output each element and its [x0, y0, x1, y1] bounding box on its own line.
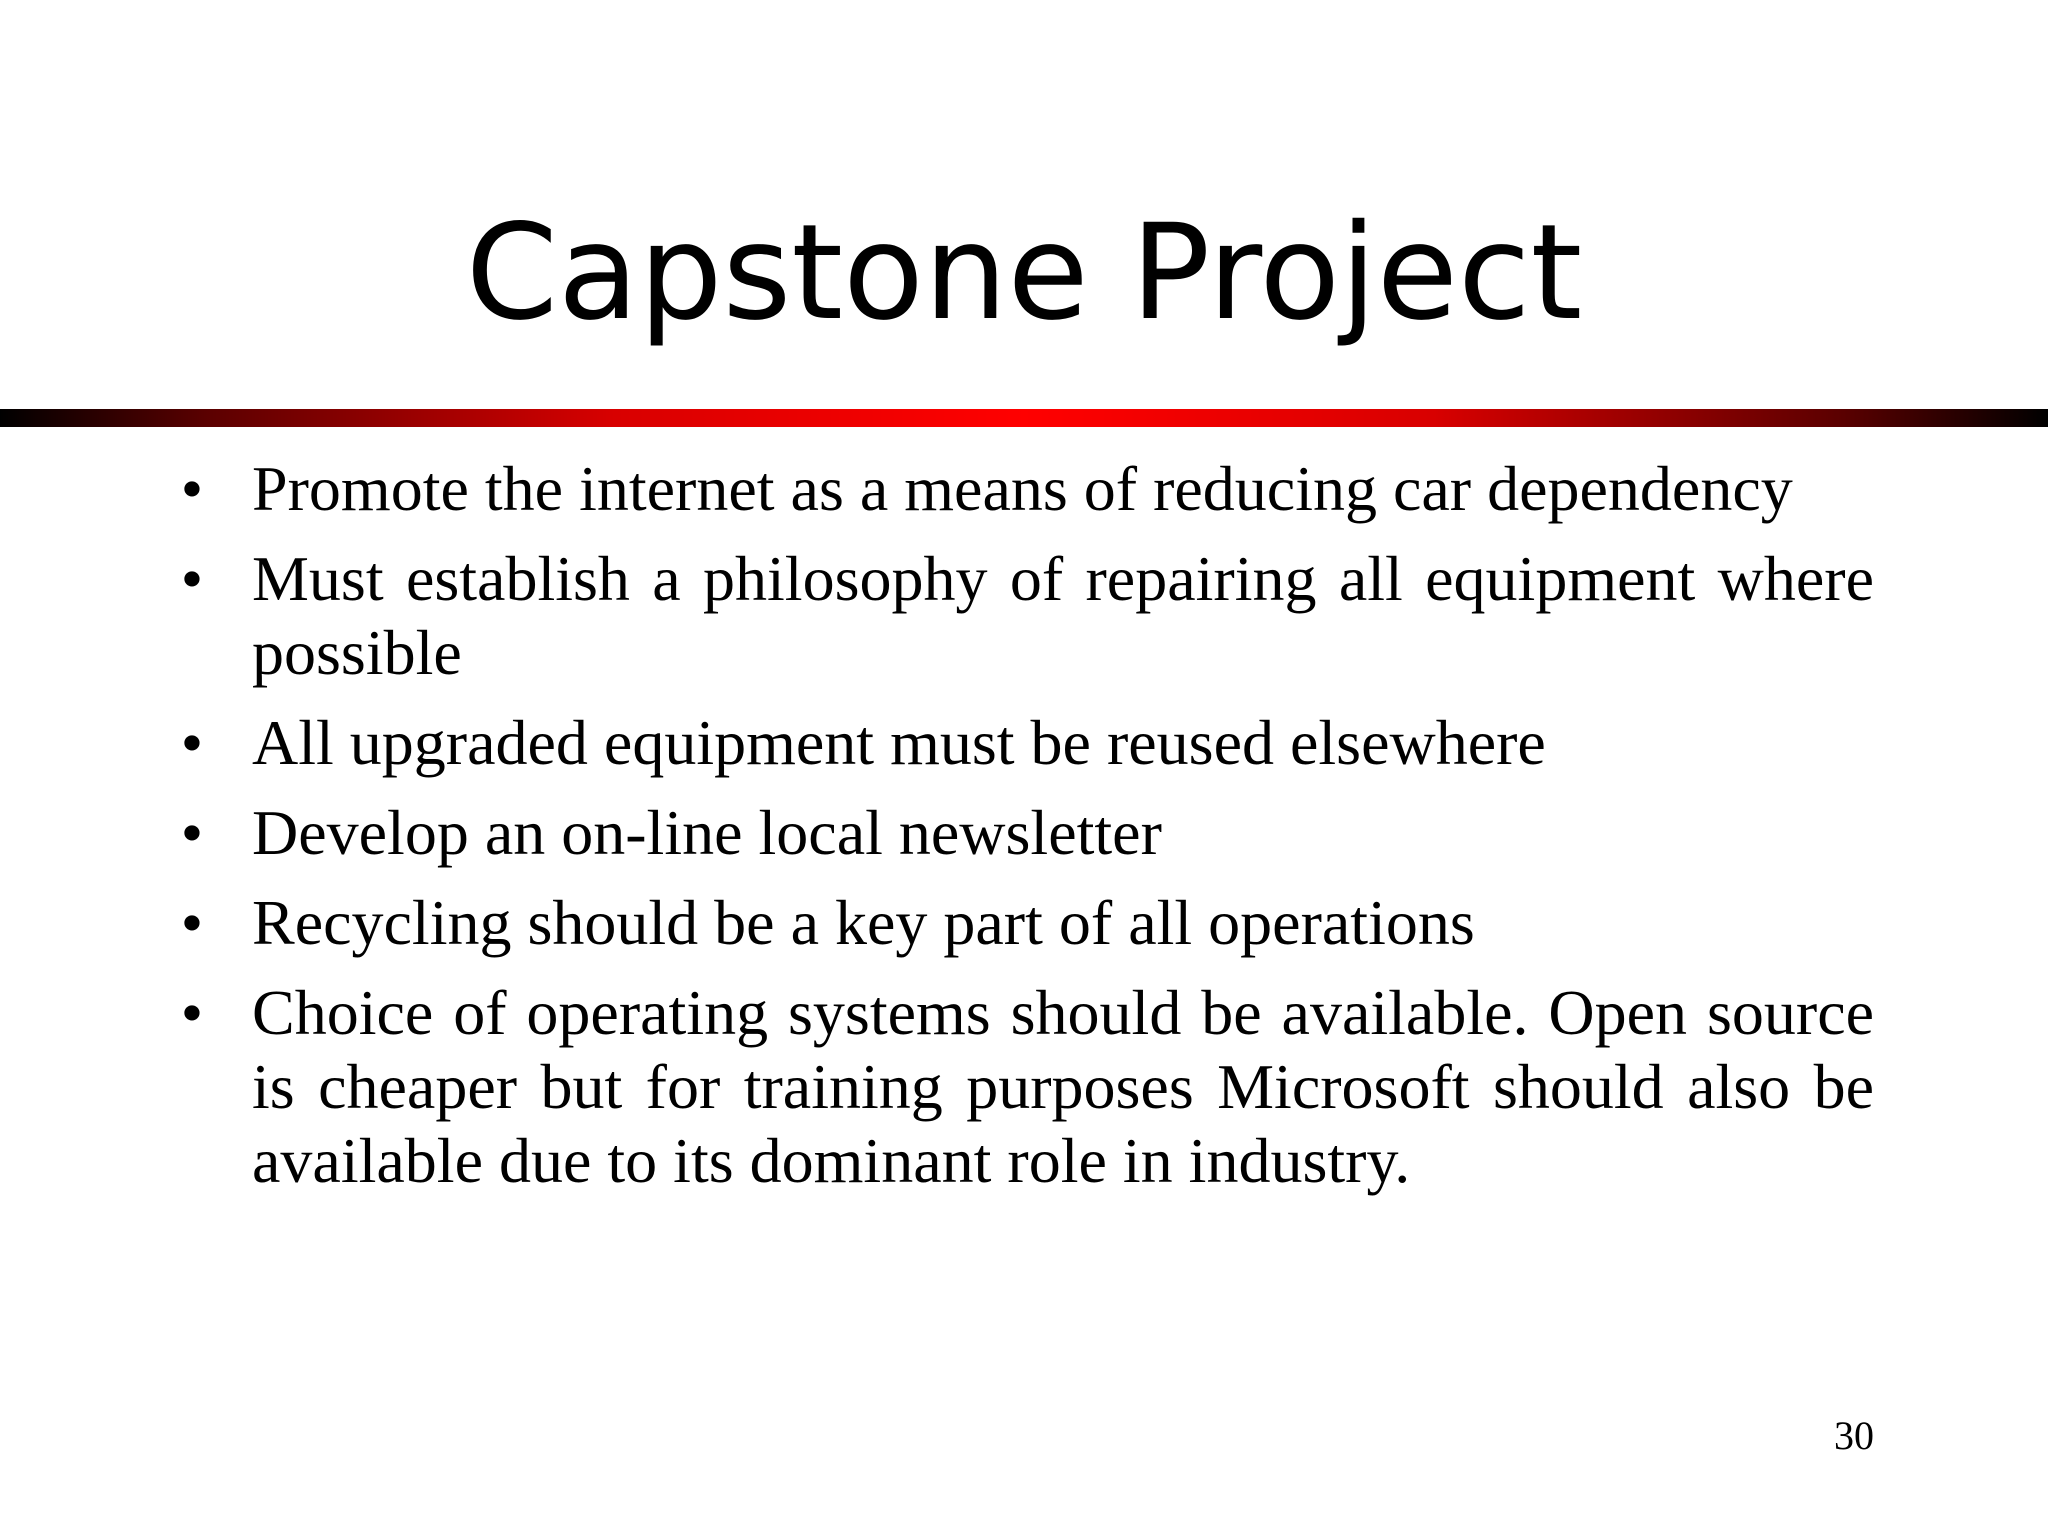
page-number: 30: [1834, 1413, 1874, 1458]
bullet-text: Recycling should be a key part of all operations: [252, 887, 1475, 958]
title-divider: [0, 409, 2048, 427]
bullet-icon: •: [180, 797, 204, 868]
bullet-text: Choice of operating systems should be available. Open source is cheaper but for training purposes Microsoft should also be available due to its dominant role in industry.: [252, 977, 1874, 1196]
bullet-icon: •: [180, 887, 204, 958]
bullet-icon: •: [180, 453, 204, 524]
bullet-item: [172, 706, 1874, 780]
bullet-text: All upgraded equipment must be reused elsewhere: [252, 707, 1546, 778]
bullet-list: [172, 452, 1874, 1214]
bullet-text: Develop an on-line local newsletter: [252, 797, 1162, 868]
slide-title: Capstone Project: [465, 196, 1583, 350]
bullet-icon: •: [180, 543, 204, 614]
bullet-item: [172, 886, 1874, 960]
bullet-icon: •: [180, 977, 204, 1048]
bullet-text: Must establish a philosophy of repairing all equipment where possible: [252, 543, 1874, 688]
bullet-text: Promote the internet as a means of reducing car dependency: [252, 453, 1793, 524]
bullet-item: [172, 976, 1874, 1198]
bullet-item: [172, 452, 1874, 526]
bullet-item: [172, 796, 1874, 870]
bullet-item: [172, 542, 1874, 690]
bullet-icon: •: [180, 707, 204, 778]
